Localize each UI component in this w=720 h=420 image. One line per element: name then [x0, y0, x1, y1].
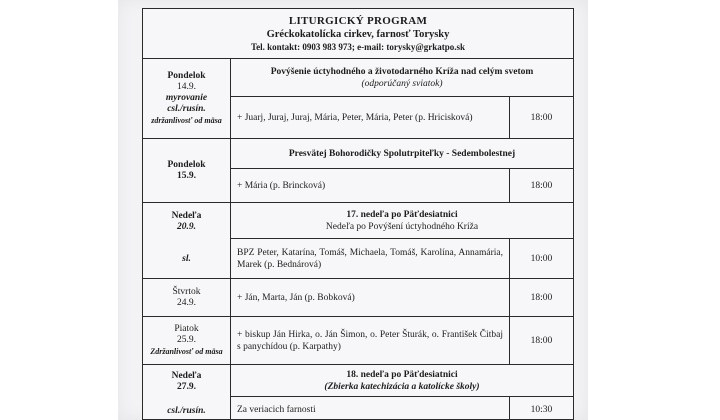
feast-title: Presvätej Bohorodičky Spolutrpiteľky - Sedembolestnej [288, 148, 516, 159]
feast-title: Povýšenie úctyhodného a životodarného Kríža nad celým svetom [270, 66, 534, 77]
mass-intention: + biskup Ján Hirka, o. Ján Šimon, o. Peter Šturák, o. František Čitbaj s panychídou (p. Karpathy) [237, 329, 503, 352]
entry-day: Štvrtok [172, 286, 201, 297]
feast-title: 17. nedeľa po Päťdesiatnici [346, 209, 458, 220]
mass-intention: + Ján, Marta, Ján (p. Bobková) [237, 292, 355, 303]
sheet-contact: Tel. kontakt: 0903 983 973; e-mail: torysky@grkatpo.sk [250, 42, 466, 52]
liturgical-program-sheet [142, 8, 574, 420]
entry-fast: zdržanlivosť od mäsa [151, 116, 222, 125]
sheet-subtitle: Gréckokatolícka cirkev, farnosť Torysky [266, 29, 450, 40]
entry-date: 15.9. [177, 170, 196, 181]
mass-time: 18:00 [509, 169, 573, 202]
entry-language: sl. [182, 254, 191, 264]
entry-date: 27.9. [177, 382, 196, 392]
entry-date: 20.9. [177, 222, 196, 232]
feast-subtitle: (odporúčaný sviatok) [361, 78, 443, 89]
feast-title: 18. nedeľa po Päťdesiatnici [346, 369, 458, 380]
entry-monday-14 [143, 59, 573, 139]
entry-date: 14.9. [177, 82, 196, 92]
entry-day-cell [143, 59, 231, 138]
mass-intention: + Juarj, Juraj, Juraj, Mária, Peter, Mária, Peter (p. Hricisková) [237, 112, 473, 123]
sheet-header [143, 9, 573, 59]
entry-language: csl./rusín. [167, 405, 206, 416]
entry-day: Nedeľa [171, 371, 202, 381]
entry-monday-15 [143, 139, 573, 203]
entry-day-cell [143, 279, 231, 316]
entry-language: csl./rusín. [167, 104, 206, 114]
feast-cell [231, 365, 573, 397]
entry-day: Piatok [174, 324, 199, 334]
entry-day: Nedeľa [171, 211, 202, 221]
entry-day-cell [143, 365, 231, 420]
feast-cell [231, 59, 573, 97]
entry-day: Pondelok [167, 71, 206, 81]
mass-time: 10:00 [509, 239, 573, 278]
entry-day-cell [143, 203, 231, 278]
mass-intention: BPZ Peter, Katarína, Tomáš, Michaela, Tomáš, Karolína, Annamária, Marek (p. Bednárová) [237, 247, 503, 270]
entry-fast: Zdržanlivosť od mäsa [150, 347, 223, 356]
feast-cell [231, 139, 573, 169]
entry-note: myrovanie [165, 93, 208, 103]
feast-cell [231, 203, 573, 239]
entry-date: 25.9. [177, 335, 196, 345]
entry-date: 24.9. [177, 297, 196, 308]
entry-day-cell [143, 139, 231, 202]
feast-subtitle: (Zbierka katechizácia a katolícke školy) [324, 381, 480, 392]
entry-day-cell [143, 317, 231, 364]
entry-thursday-24 [143, 279, 573, 317]
mass-time: 18:00 [509, 279, 573, 316]
mass-intention: + Mária (p. Brincková) [237, 180, 326, 191]
feast-subtitle: Nedeľa po Povýšení úctyhodného Kríža [325, 221, 479, 232]
sheet-title: LITURGICKÝ PROGRAM [288, 15, 428, 27]
entry-day: Pondelok [167, 159, 206, 170]
entry-sunday-20 [143, 203, 573, 279]
mass-time: 18:00 [509, 97, 573, 138]
entry-friday-25 [143, 317, 573, 365]
mass-time: 18:00 [509, 317, 573, 364]
mass-time: 10:30 [509, 397, 573, 420]
entry-sunday-27 [143, 365, 573, 420]
mass-intention: Za veriacich farnosti [237, 405, 316, 415]
